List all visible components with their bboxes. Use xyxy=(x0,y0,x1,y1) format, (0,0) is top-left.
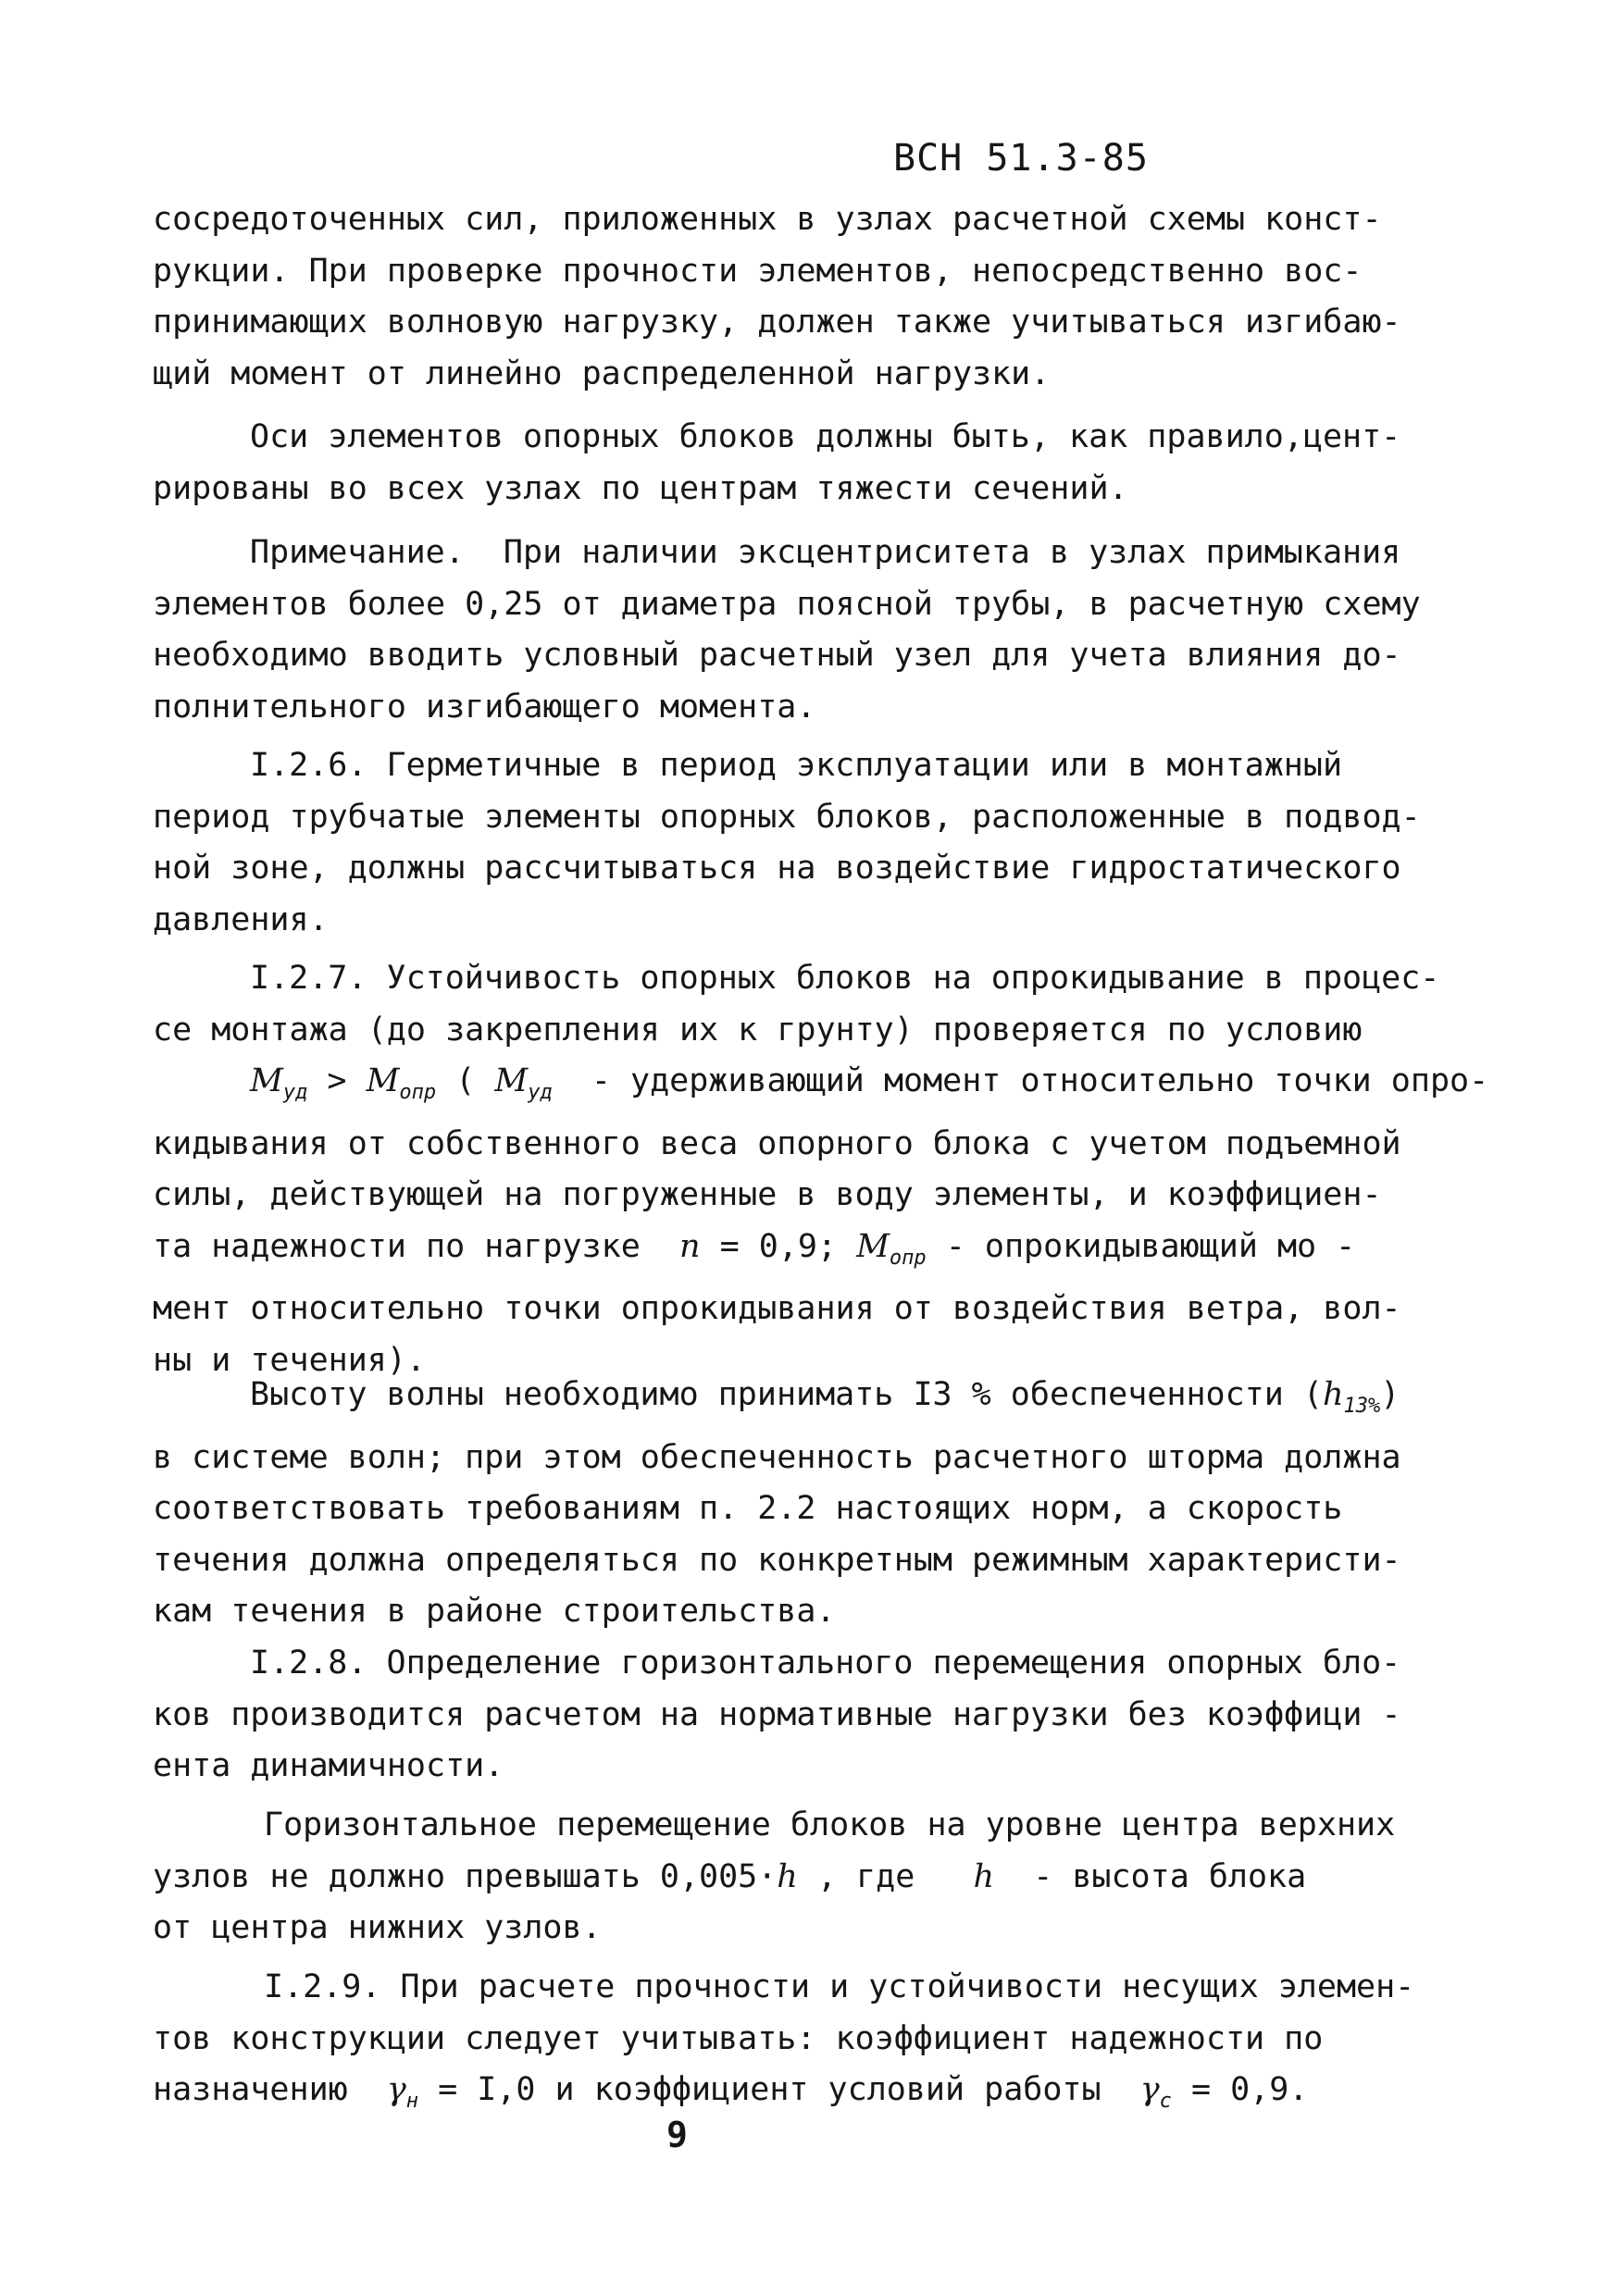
paren: ) xyxy=(1380,1376,1400,1413)
gamma-subscript: с xyxy=(1159,2090,1172,2113)
section-1-2-7 xyxy=(153,953,1489,1386)
gamma-symbol: γ xyxy=(1139,2071,1160,2108)
text-line: кидывания от собственного веса опорного блока с учетом подъемной xyxy=(153,1124,1401,1162)
moment-symbol: M xyxy=(494,1062,529,1099)
text-line: период трубчатые элементы опорных блоков, расположенные в подвод- xyxy=(153,798,1421,836)
paragraph-axes xyxy=(153,412,1486,515)
text-line: се монтажа (до закрепления их к грунту) проверяется по условию xyxy=(153,1011,1363,1049)
paragraph-wave-height xyxy=(153,1370,1486,1638)
text-run: - удерживающий момент относительно точки опро- xyxy=(552,1062,1489,1099)
text-line: рукции. При проверке прочности элементов, непосредственно вос- xyxy=(153,252,1363,290)
coefficient-symbol: n xyxy=(678,1227,701,1265)
text-line: I.2.9. При расчете прочности и устойчивости несущих элемен- xyxy=(264,1968,1415,2005)
moment-symbol: M xyxy=(856,1227,890,1265)
section-1-2-6 xyxy=(153,740,1486,946)
moment-subscript: уд xyxy=(282,1081,308,1104)
text-run: - высота блока xyxy=(994,1857,1307,1895)
text-line: от центра нижних узлов. xyxy=(153,1909,602,1946)
text-line: мент относительно точки опрокидывания от воздействия ветра, вол- xyxy=(153,1290,1401,1327)
text-run: , где xyxy=(797,1857,974,1895)
text-run: = 0,9; xyxy=(700,1227,857,1265)
block-height-symbol: h xyxy=(973,1857,995,1895)
text-run: Высоту волны необходимо принимать I3 % обеспеченности ( xyxy=(250,1376,1323,1413)
text-line: сосредоточенных сил, приложенных в узлах расчетной схемы конст- xyxy=(153,201,1382,238)
paren: ( xyxy=(436,1062,495,1099)
text-run: та надежности по нагрузке xyxy=(153,1227,679,1265)
text-line: ента динамичности. xyxy=(153,1747,504,1784)
text-run: назначению xyxy=(153,2071,387,2108)
section-1-2-8 xyxy=(153,1638,1486,1793)
text-line: I.2.7. Устойчивость опорных блоков на опрокидывание в процес- xyxy=(250,960,1440,997)
operator: > xyxy=(307,1062,367,1099)
text-line: принимающих волновую нагрузку, должен также учитываться изгибаю- xyxy=(153,304,1401,341)
text-run: узлов не должно превышать 0,005· xyxy=(153,1857,778,1895)
note-line: элементов более 0,25 от диаметра поясной трубы, в расчетную схему xyxy=(153,585,1421,623)
text-line: соответствовать требованиям п. 2.2 настоящих норм, а скорость xyxy=(153,1490,1343,1527)
document-code-header: ВСН 51.3-85 xyxy=(893,137,1149,180)
moment-symbol: M xyxy=(366,1062,400,1099)
moment-subscript: опр xyxy=(399,1081,437,1104)
text-line: ны и течения). xyxy=(153,1341,427,1379)
text-line: Горизонтальное перемещение блоков на уровне центра верхних xyxy=(264,1806,1396,1843)
text-line: в системе волн; при этом обеспеченность расчетного шторма должна xyxy=(153,1438,1401,1476)
page-number: 9 xyxy=(666,2115,688,2155)
text-run: = I,0 и коэффициент условий работы xyxy=(418,2071,1140,2108)
note-line: Примечание. При наличии эксцентриситета в узлах примыкания xyxy=(250,534,1401,571)
text-line: Оси элементов опорных блоков должны быть, как правило,цент- xyxy=(250,418,1401,455)
paragraph-displacement xyxy=(153,1800,1486,1955)
text-line: течения должна определяться по конкретным режимным характеристи- xyxy=(153,1541,1401,1579)
paragraph-forces xyxy=(153,194,1486,400)
text-line: ной зоне, должны рассчитываться на воздействие гидростатического xyxy=(153,850,1401,887)
formula-line xyxy=(153,1056,1489,1119)
formula-line xyxy=(153,1222,1486,1285)
gamma-symbol: γ xyxy=(386,2071,406,2108)
moment-subscript: опр xyxy=(889,1246,927,1270)
text-line: давления. xyxy=(153,900,329,938)
gamma-subscript: н xyxy=(405,2090,419,2113)
paragraph-note xyxy=(153,527,1486,733)
text-line: рированы во всех узлах по центрам тяжести сечений. xyxy=(153,469,1128,507)
formula-line xyxy=(153,2065,1486,2128)
section-1-2-9 xyxy=(153,1962,1486,2128)
block-height-symbol: h xyxy=(777,1857,798,1895)
moment-symbol: M xyxy=(250,1062,283,1099)
text-run: - опрокидывающий мо - xyxy=(926,1227,1356,1265)
text-line: тов конструкции следует учитывать: коэффициент надежности по xyxy=(153,2019,1324,2057)
text-line: I.2.6. Герметичные в период эксплуатации или в монтажный xyxy=(250,747,1343,784)
wave-height-symbol: h xyxy=(1322,1376,1344,1413)
text-line: I.2.8. Определение горизонтального перемещения опорных бло- xyxy=(250,1644,1401,1682)
text-line: щий момент от линейно распределенной нагрузки. xyxy=(153,354,1051,392)
note-line: необходимо вводить условный расчетный узел для учета влияния до- xyxy=(153,637,1401,674)
note-line: полнительного изгибающего момента. xyxy=(153,688,816,726)
moment-subscript: уд xyxy=(528,1081,553,1104)
text-line: ков производится расчетом на нормативные нагрузки без коэффици - xyxy=(153,1695,1401,1733)
wave-height-subscript: 13% xyxy=(1343,1395,1381,1418)
formula-line xyxy=(153,1852,1486,1904)
formula-line xyxy=(153,1370,1486,1433)
text-run: = 0,9. xyxy=(1171,2071,1309,2108)
text-line: кам течения в районе строительства. xyxy=(153,1593,836,1630)
text-line: силы, действующей на погруженные в воду элементы, и коэффициен- xyxy=(153,1176,1382,1213)
